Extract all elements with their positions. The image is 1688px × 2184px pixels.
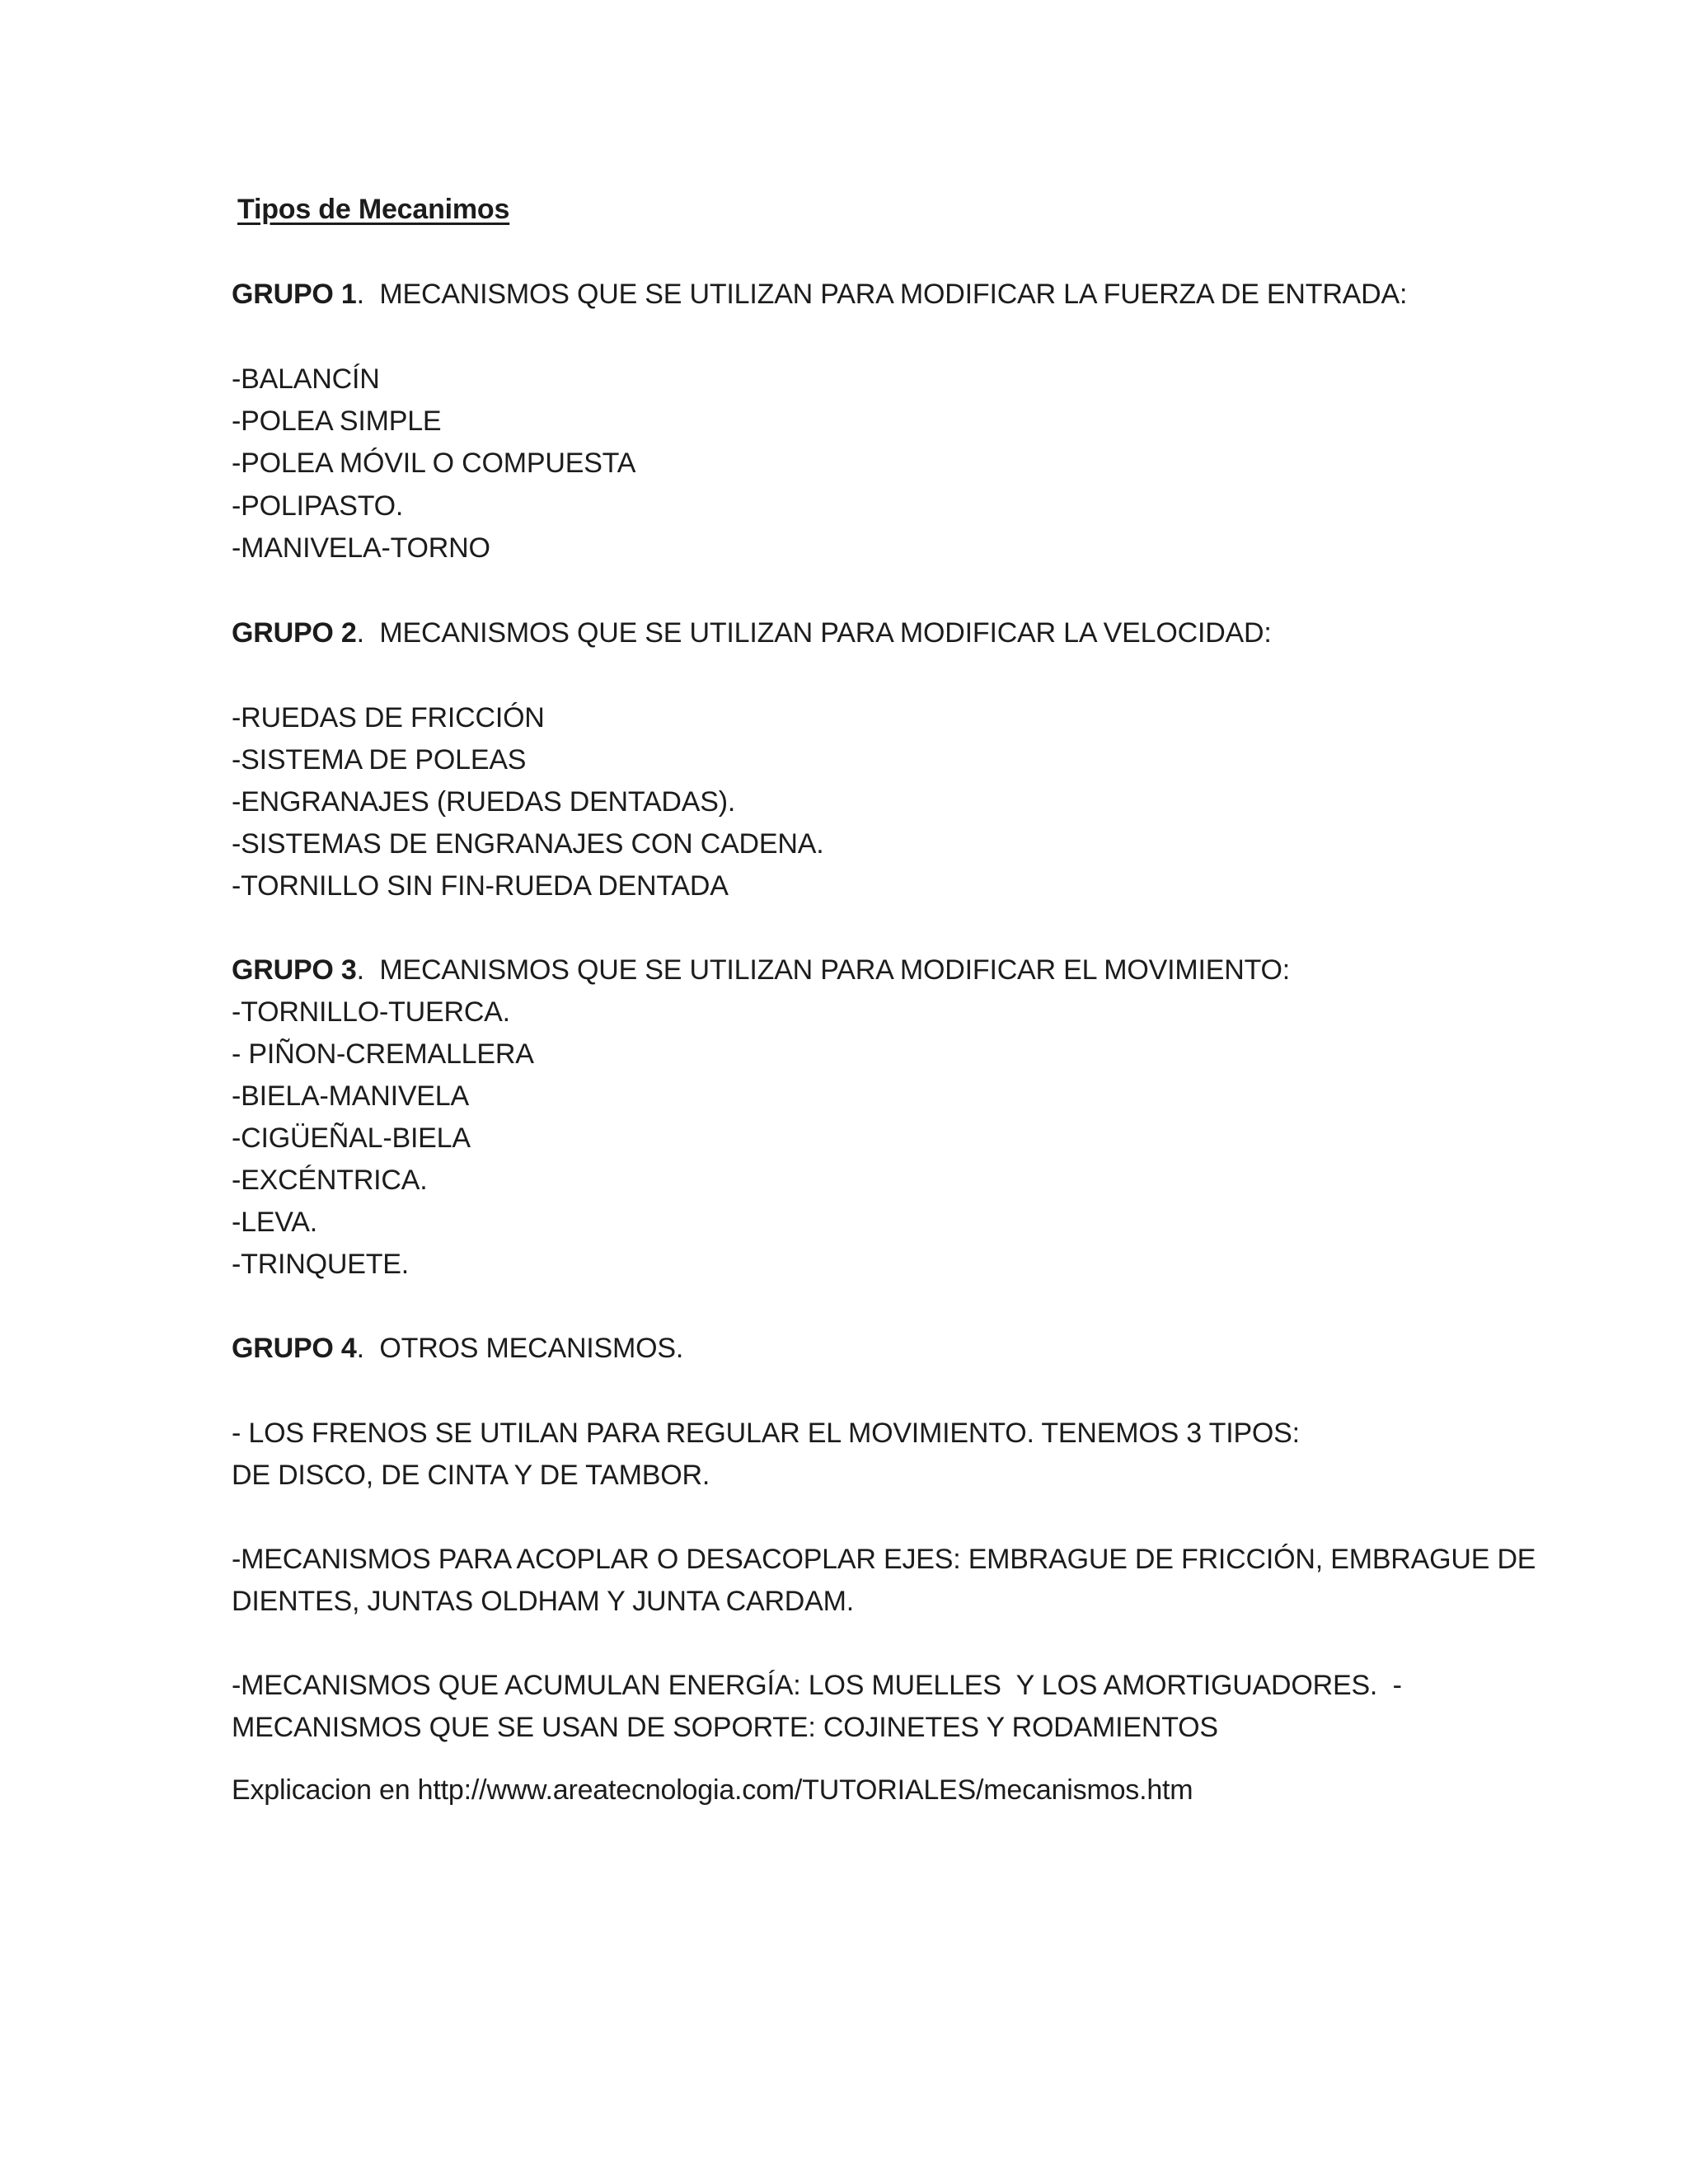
grupo4-paragraph-line: -MECANISMOS QUE ACUMULAN ENERGÍA: LOS MUELLES Y LOS AMORTIGUADORES. - [232,1670,1402,1701]
grupo3-heading-text: . MECANISMOS QUE SE UTILIZAN PARA MODIFICAR EL MOVIMIENTO: [356,954,1291,986]
grupo3-item: -BIELA-MANIVELA [232,1080,469,1112]
grupo2-heading [232,616,1272,649]
grupo4-paragraph-line: DIENTES, JUNTAS OLDHAM Y JUNTA CARDAM. [232,1586,854,1617]
grupo2-item: -SISTEMAS DE ENGRANAJES CON CADENA. [232,828,824,860]
grupo4-paragraph-line: - LOS FRENOS SE UTILAN PARA REGULAR EL MOVIMIENTO. TENEMOS 3 TIPOS: [232,1418,1300,1449]
grupo1-item: -POLEA MÓVIL O COMPUESTA [232,448,636,479]
grupo3-label: GRUPO 3 [232,954,357,986]
grupo4-paragraph-line: DE DISCO, DE CINTA Y DE TAMBOR. [232,1460,710,1491]
grupo3-item: -TRINQUETE. [232,1249,410,1280]
grupo4-paragraph-line: MECANISMOS QUE SE USAN DE SOPORTE: COJINETES Y RODAMIENTOS [232,1712,1218,1743]
grupo4-heading [232,1332,683,1365]
grupo2-heading-text: . MECANISMOS QUE SE UTILIZAN PARA MODIFICAR LA VELOCIDAD: [356,617,1272,649]
grupo4-paragraph-line: -MECANISMOS PARA ACOPLAR O DESACOPLAR EJES: EMBRAGUE DE FRICCIÓN, EMBRAGUE DE [232,1544,1536,1575]
grupo2-item: -TORNILLO SIN FIN-RUEDA DENTADA [232,870,729,902]
grupo3-item: -TORNILLO-TUERCA. [232,996,510,1028]
grupo3-item: -EXCÉNTRICA. [232,1165,428,1196]
grupo1-item: -POLEA SIMPLE [232,405,442,437]
grupo1-item: -BALANCÍN [232,363,380,395]
grupo4-label: GRUPO 4 [232,1333,357,1364]
grupo1-label: GRUPO 1 [232,279,357,310]
grupo2-item: -SISTEMA DE POLEAS [232,744,527,776]
grupo2-label: GRUPO 2 [232,617,357,649]
document-title: Tipos de Mecanimos [237,194,510,225]
grupo2-item: -ENGRANAJES (RUEDAS DENTADAS). [232,786,736,818]
grupo3-item: -LEVA. [232,1207,317,1238]
grupo1-item: -POLIPASTO. [232,490,404,522]
grupo3-item: - PIÑON-CREMALLERA [232,1038,534,1070]
footer-explanation-link: Explicacion en http://www.areatecnologia.com/TUTORIALES/mecanismos.htm [232,1774,1193,1806]
grupo1-heading-text: . MECANISMOS QUE SE UTILIZAN PARA MODIFICAR LA FUERZA DE ENTRADA: [356,279,1408,310]
grupo3-heading [232,954,1290,987]
grupo1-item: -MANIVELA-TORNO [232,532,490,564]
grupo1-heading [232,278,1407,311]
grupo4-heading-text: . OTROS MECANISMOS. [356,1333,684,1364]
grupo3-item: -CIGÜEÑAL-BIELA [232,1122,471,1154]
grupo2-item: -RUEDAS DE FRICCIÓN [232,702,545,733]
